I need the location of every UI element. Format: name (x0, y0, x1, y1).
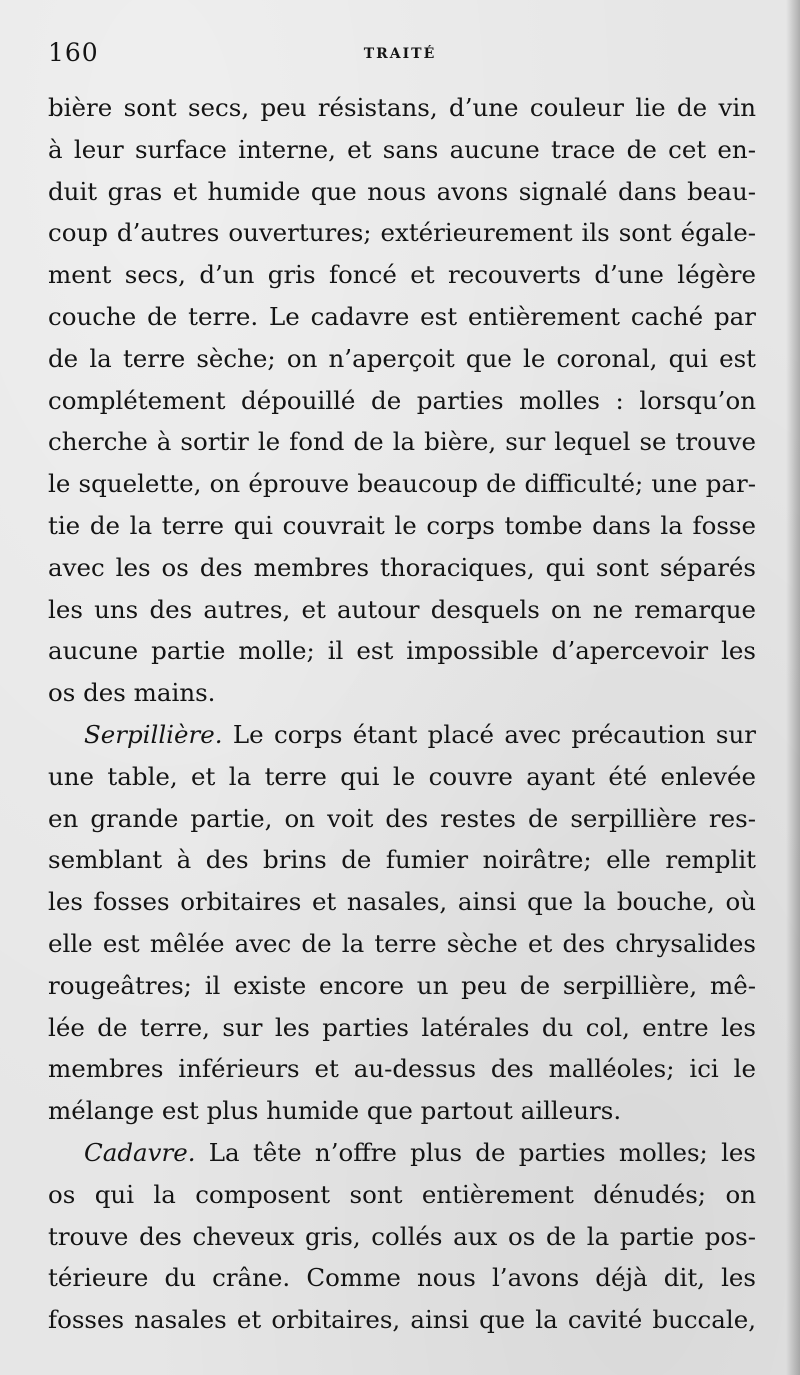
body-text (48, 87, 756, 1341)
line-text: Le corps étant placé avec précaution sur (222, 719, 756, 749)
line-text: cherche à sortir le fond de la bière, sur lequel se trouve (48, 427, 756, 457)
text-line (48, 463, 756, 505)
text-line (48, 839, 756, 881)
line-text: fosses nasales et orbitaires, ainsi que la cavité buccale, (48, 1305, 756, 1335)
line-text: La tête n’offre plus de parties molles; les (195, 1137, 756, 1167)
line-text: tie de la terre qui couvrait le corps tombe dans la fosse (48, 510, 756, 540)
line-text: os qui la composent sont entièrement dénudés; on (48, 1179, 756, 1209)
text-line (48, 965, 756, 1007)
line-text: bière sont secs, peu résistans, d’une couleur lie de vin (48, 93, 756, 122)
line-text: avec les os des membres thoraciques, qui sont séparés (48, 552, 756, 582)
text-line (48, 672, 756, 714)
line-text: en grande partie, on voit des restes de serpillière res- (48, 803, 756, 833)
page-number: 160 (48, 38, 99, 67)
text-line (48, 171, 756, 213)
line-text: complétement dépouillé de parties molles : lorsqu’on (48, 385, 756, 415)
section-heading: Cadavre. (84, 1137, 196, 1167)
line-text: lée de terre, sur les parties latérales du col, entre les (48, 1012, 756, 1042)
text-line (48, 881, 756, 923)
text-line (48, 1007, 756, 1049)
line-text: os des mains. (48, 678, 216, 708)
text-line (48, 1257, 756, 1299)
line-text: membres inférieurs et au-dessus des malléoles; ici le (48, 1054, 756, 1084)
text-line (48, 1299, 756, 1341)
text-line (48, 756, 756, 798)
text-line (48, 1174, 756, 1216)
line-text: duit gras et humide que nous avons signalé dans beau- (48, 176, 756, 206)
text-line (48, 129, 756, 171)
text-line (48, 254, 756, 296)
text-line (48, 338, 756, 380)
text-line (48, 1048, 756, 1090)
line-text: térieure du crâne. Comme nous l’avons déjà dit, les (48, 1263, 756, 1293)
running-head (48, 38, 752, 78)
text-line (48, 630, 756, 672)
text-line (48, 589, 756, 631)
line-text: les uns des autres, et autour desquels on ne remarque (48, 594, 756, 624)
line-text: une table, et la terre qui le couvre ayant été enlevée (48, 761, 756, 791)
text-line (48, 421, 756, 463)
text-line (48, 1216, 756, 1258)
text-line (48, 296, 756, 338)
text-line (48, 87, 756, 129)
text-line (48, 380, 756, 422)
text-line (48, 505, 756, 547)
line-text: ment secs, d’un gris foncé et recouverts d’une légère (48, 260, 756, 290)
line-text: couche de terre. Le cadavre est entièrement caché par (48, 301, 756, 331)
text-line (48, 798, 756, 840)
line-text: mélange est plus humide que partout ailleurs. (48, 1096, 622, 1126)
text-line (48, 1132, 756, 1174)
text-line (48, 1090, 756, 1132)
text-line (48, 714, 756, 756)
text-line (48, 923, 756, 965)
running-title: TRAITÉ (363, 46, 437, 62)
line-text: à leur surface interne, et sans aucune trace de cet en- (48, 134, 756, 164)
line-text: aucune partie molle; il est impossible d’apercevoir les (48, 636, 756, 666)
text-line (48, 212, 756, 254)
line-text: elle est mêlée avec de la terre sèche et des chrysalides (48, 928, 756, 958)
line-text: rougeâtres; il existe encore un peu de serpillière, mê- (48, 970, 756, 1000)
line-text: semblant à des brins de fumier noirâtre; elle remplit (48, 845, 756, 875)
section-heading: Serpillière. (84, 719, 223, 749)
text-line (48, 547, 756, 589)
line-text: trouve des cheveux gris, collés aux os de la partie pos- (48, 1221, 756, 1251)
line-text: de la terre sèche; on n’aperçoit que le coronal, qui est (48, 343, 756, 373)
line-text: coup d’autres ouvertures; extérieurement ils sont égale- (48, 218, 756, 248)
line-text: les fosses orbitaires et nasales, ainsi que la bouche, où (48, 887, 756, 917)
line-text: le squelette, on éprouve beaucoup de difficulté; une par- (48, 469, 756, 499)
